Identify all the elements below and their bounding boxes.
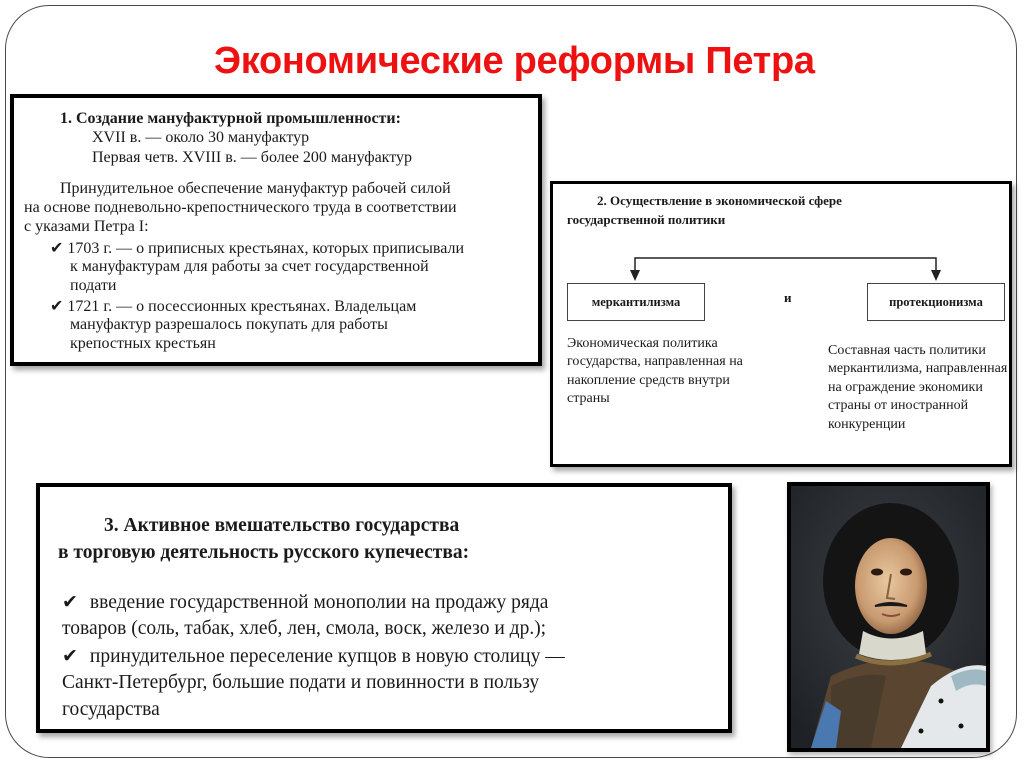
slide-title: Экономические реформы Петра xyxy=(214,40,815,82)
protectionism-description: Составная часть политики меркантилизма, направленная на ограждение экономики страны от иностранной конкуренции xyxy=(828,343,1008,432)
policy-box xyxy=(550,181,1012,467)
box1-bullet-cont: мануфактур разрешалось покупать для работы xyxy=(70,316,388,333)
manufactures-box xyxy=(10,94,542,366)
box1-intro-line: Принудительное обеспечение мануфактур рабочей силой xyxy=(60,180,451,197)
box3-heading: 3. Активное вмешательство государства xyxy=(104,515,460,536)
box1-bullet-cont: подати xyxy=(70,277,117,294)
box1-heading: 1. Создание мануфактурной промышленности: xyxy=(60,110,401,127)
trade-intervention-box xyxy=(36,483,732,733)
box2-heading-cont: государственной политики xyxy=(567,212,726,227)
box1-stat: XVII в. — около 30 мануфактур xyxy=(92,129,310,146)
box1-intro-line: на основе подневольно-крепостнического труда в соответствии xyxy=(24,199,457,216)
concept-mercantilism: меркантилизма xyxy=(567,283,705,321)
connector-and: и xyxy=(784,290,792,305)
checkmark-icon: ✔ xyxy=(50,298,64,315)
box1-bullet: ✔ 1721 г. — о посессионных крестьянах. Владельцам xyxy=(50,298,417,315)
mercantilism-description: Экономическая политика государства, направленная на накопление средств внутри страны xyxy=(567,336,743,407)
peter-portrait-icon xyxy=(791,486,986,748)
box2-heading: 2. Осуществление в экономической сфере xyxy=(597,193,842,208)
box3-bullet-cont: государства xyxy=(62,699,160,720)
box1-intro-line: с указами Петра I: xyxy=(24,218,149,235)
box1-bullet-cont: крепостных крестьян xyxy=(70,335,216,352)
box3-heading-cont: в торговую деятельность русского купечества: xyxy=(58,542,470,563)
checkmark-icon: ✔ xyxy=(50,240,64,257)
box3-bullet: ✔ введение государственной монополии на продажу ряда xyxy=(62,592,549,613)
box1-bullet-cont: к мануфактурам для работы за счет государственной xyxy=(70,258,429,275)
checkmark-icon: ✔ xyxy=(62,646,78,667)
portrait-image xyxy=(787,482,990,752)
box3-bullet-cont: товаров (соль, табак, хлеб, лен, смола, воск, железо и др.); xyxy=(62,618,547,639)
checkmark-icon: ✔ xyxy=(62,592,78,613)
box3-bullet-cont: Санкт-Петербург, большие подати и повинности в пользу xyxy=(62,672,540,693)
box3-bullet: ✔ принудительное переселение купцов в новую столицу — xyxy=(62,646,565,667)
box1-stat: Первая четв. XVIII в. — более 200 мануфактур xyxy=(92,149,413,166)
concept-protectionism: протекционизма xyxy=(867,283,1005,321)
branch-arrows-icon xyxy=(553,184,1009,294)
box1-bullet: ✔ 1703 г. — о приписных крестьянах, которых приписывали xyxy=(50,240,465,257)
